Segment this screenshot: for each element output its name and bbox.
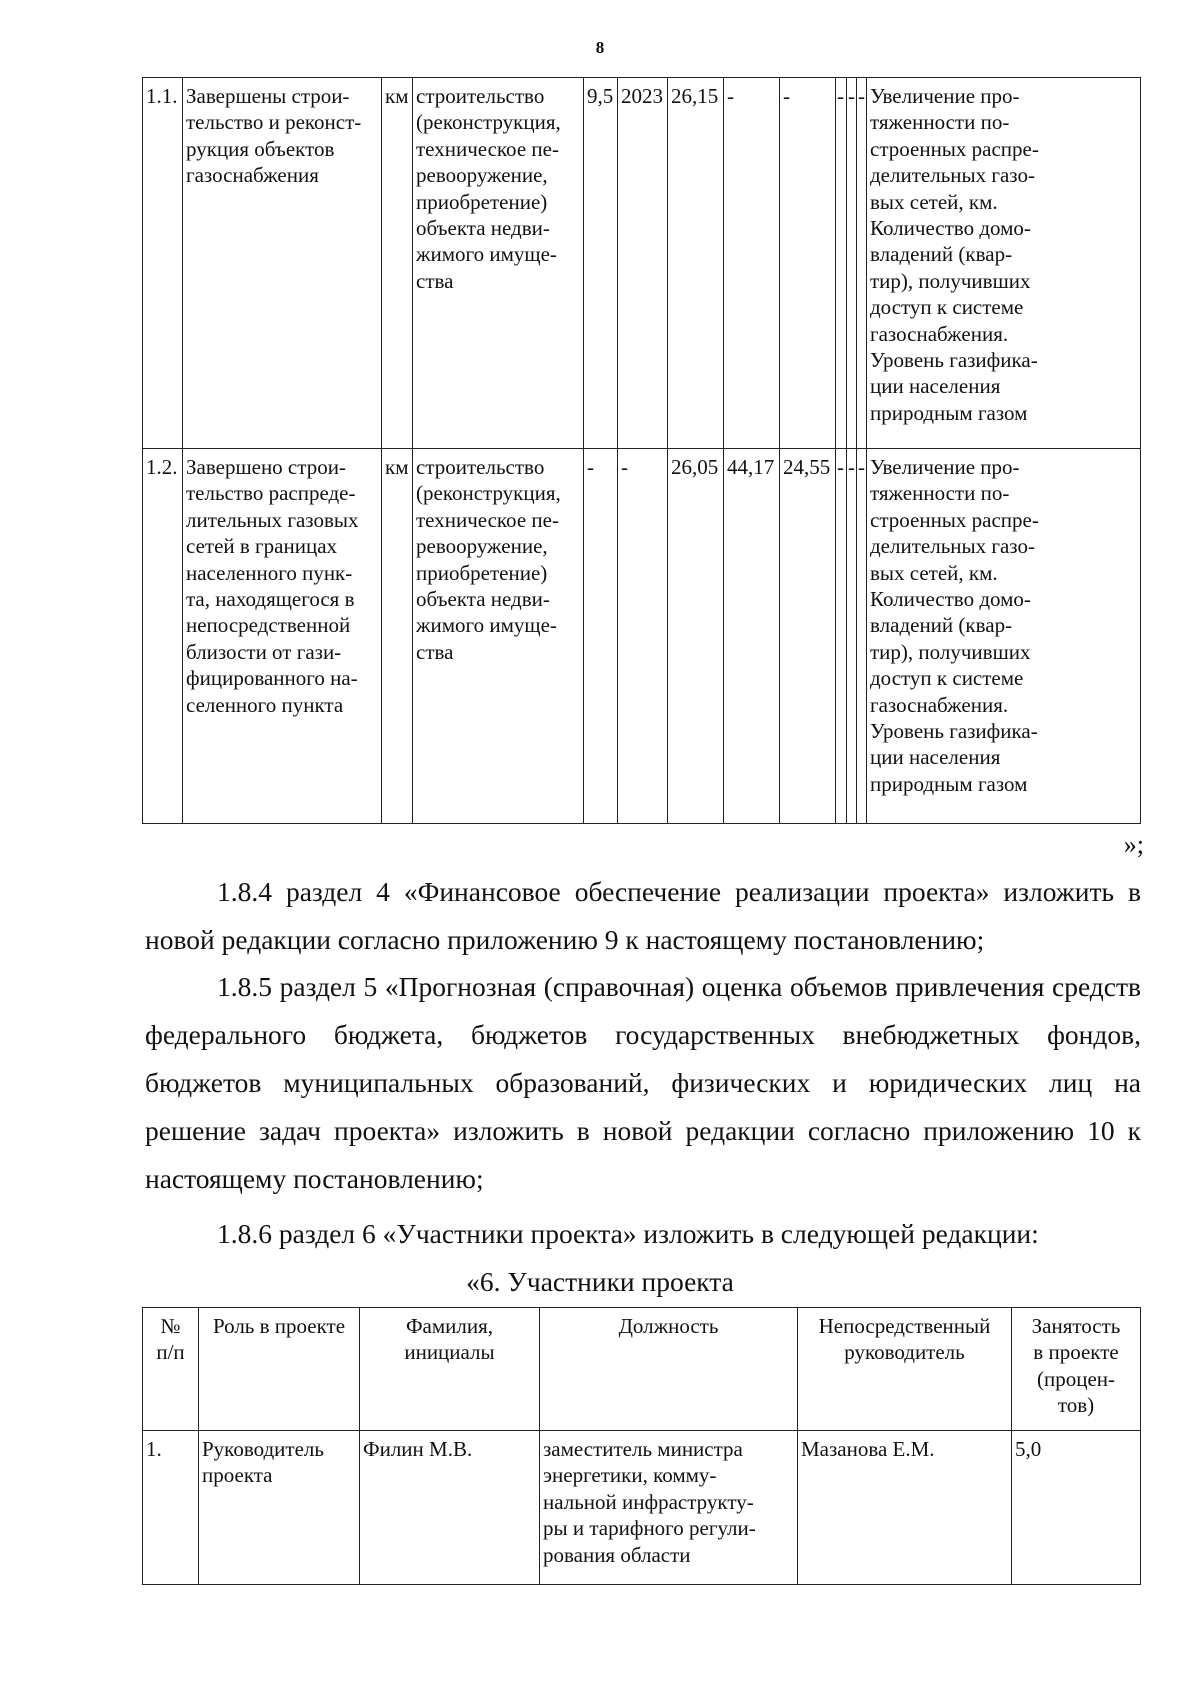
- value-cell: 26,05: [668, 449, 724, 824]
- value-cell: -: [847, 449, 857, 824]
- base-year: -: [618, 449, 668, 824]
- value-cell: -: [836, 78, 847, 449]
- result-type: строительство (реконструкция, техническое пе- ревооружение, приобретение) объекта недви- жимого имуще- ства: [413, 78, 584, 449]
- participant-employment: 5,0: [1012, 1431, 1141, 1585]
- table-header-row: [143, 1308, 1141, 1431]
- unit-cell: км: [382, 78, 413, 449]
- header-name: Фамилия, инициалы: [360, 1308, 540, 1431]
- participant-name: Филин М.В.: [360, 1431, 540, 1585]
- row-number: 1.2.: [143, 449, 183, 824]
- value-cell: -: [847, 78, 857, 449]
- value-cell: -: [857, 78, 867, 449]
- participants-table: [142, 1307, 1141, 1585]
- base-value: 9,5: [584, 78, 618, 449]
- result-name: Завершено строи- тельство распреде- лительных газовых сетей в границах населенного пунк- та, находящегося в непосредственной близости от гази- фицированного на- селенного пункта: [183, 449, 382, 824]
- value-cell: 26,15: [668, 78, 724, 449]
- value-cell: -: [780, 78, 836, 449]
- header-employment: Занятость в проекте (процен- тов): [1012, 1308, 1141, 1431]
- header-role: Роль в проекте: [199, 1308, 360, 1431]
- unit-cell: км: [382, 449, 413, 824]
- result-type: строительство (реконструкция, техническое пе- ревооружение, приобретение) объекта недви- жимого имуще- ства: [413, 449, 584, 824]
- row-number: 1.1.: [143, 78, 183, 449]
- participant-num: 1.: [143, 1431, 199, 1585]
- value-cell: -: [836, 449, 847, 824]
- value-cell: 24,55: [780, 449, 836, 824]
- value-cell: -: [724, 78, 780, 449]
- closing-quote: »;: [1123, 830, 1144, 859]
- page-number: 8: [595, 38, 605, 57]
- table-row: [143, 1431, 1141, 1585]
- result-name: Завершены строи- тельство и реконст- рукция объектов газоснабжения: [183, 78, 382, 449]
- base-year: 2023: [618, 78, 668, 449]
- table-row: [143, 78, 1141, 449]
- paragraph-1-8-5: 1.8.5 раздел 5 «Прогнозная (справочная) оценка объемов привлечения средств федерального бюджета, бюджетов государственных внебюджетных фондов, бюджетов муниципальных образований, физических и юридических лиц на решение задач проекта» изложить в новой редакции согласно приложению 10 к настоящему постановлению;: [145, 971, 1141, 1194]
- paragraph-1-8-6: 1.8.6 раздел 6 «Участники проекта» изложить в следующей редакции:: [217, 1218, 1039, 1249]
- value-cell: -: [857, 449, 867, 824]
- section-title: «6. Участники проекта: [466, 1266, 734, 1297]
- participant-role: Руководитель проекта: [199, 1431, 360, 1585]
- participant-position: заместитель министра энергетики, комму- нальной инфраструкту- ры и тарифного регули- рования области: [540, 1431, 798, 1585]
- value-cell: 44,17: [724, 449, 780, 824]
- paragraph-1-8-4: 1.8.4 раздел 4 «Финансовое обеспечение реализации проекта» изложить в новой редакции согласно приложению 9 к настоящему постановлению;: [145, 876, 1141, 955]
- participant-manager: Мазанова Е.М.: [798, 1431, 1012, 1585]
- linked-indicator: Увеличение про- тяженности по- строенных распре- делительных газо- вых сетей, км. Количество домо- владений (квар- тир), получивших доступ к системе газоснабжения. Уровень газифика- ции населения природным газом: [867, 78, 1141, 449]
- results-table: [142, 77, 1141, 824]
- header-manager: Непосредственный руководитель: [798, 1308, 1012, 1431]
- base-value: -: [584, 449, 618, 824]
- table-row: [143, 449, 1141, 824]
- header-num: № п/п: [143, 1308, 199, 1431]
- header-position: Должность: [540, 1308, 798, 1431]
- linked-indicator: Увеличение про- тяженности по- строенных распре- делительных газо- вых сетей, км. Количество домо- владений (квар- тир), получивших доступ к системе газоснабжения. Уровень газифика- ции населения природным газом: [867, 449, 1141, 824]
